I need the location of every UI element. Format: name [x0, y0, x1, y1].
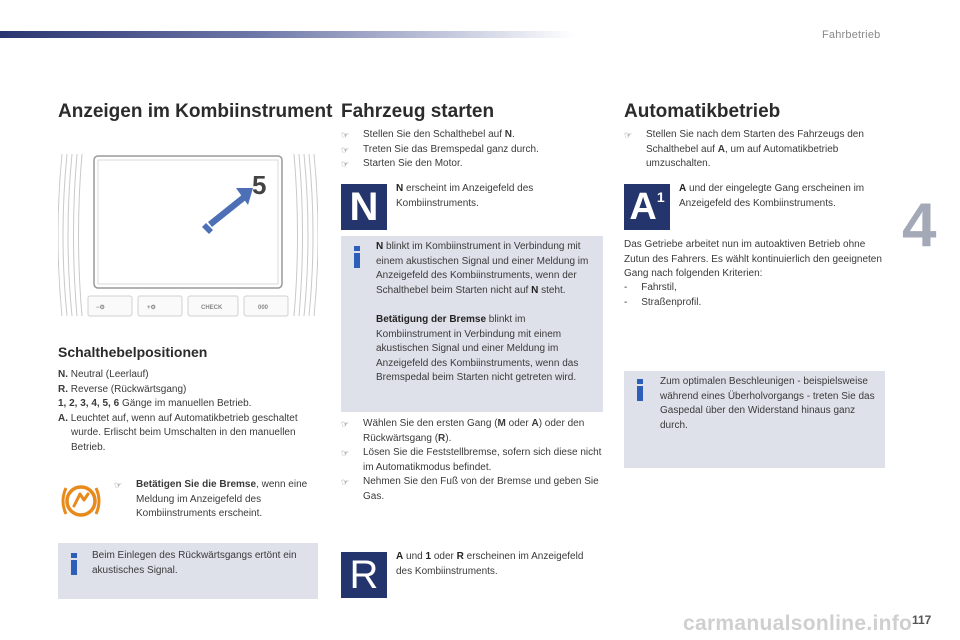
- start-step-1: ☞ Stellen Sie den Schalthebel auf N.: [341, 128, 603, 143]
- r-note: A und 1 oder R erscheinen im Anzeigefeld des Kombiinstruments.: [396, 551, 584, 577]
- gear-indicator: 5: [252, 170, 267, 200]
- a-note: A und der eingelegte Gang erscheinen im Anzeigefeld des Kombiinstruments.: [679, 183, 865, 209]
- watermark: carmanualsonline.info: [683, 612, 913, 635]
- brake-warning-icon: [60, 482, 102, 520]
- col2-info-para-1: N blinkt im Kombiinstrument in Verbindung mit einem akustischen Signal und einer Meldung im Anzeigefeld des Kombiinstruments, wenn der Schalthebel beim Starten nicht auf N steht.: [376, 241, 589, 296]
- start-steps: [341, 128, 603, 172]
- col3-info-text: Zum optimalen Beschleunigen - beispielsweise während eines Überholvorgangs - treten Sie das Gaspedal über den Widerstand hinaus ganz durch.: [660, 376, 875, 431]
- col2-info-box: [341, 236, 603, 412]
- dash-button-2-label: +⚙: [147, 305, 156, 311]
- start-step-2: ☞ Treten Sie das Bremspedal ganz durch.: [341, 143, 603, 158]
- gear-positions-subtitle: Schalthebelpositionen: [58, 344, 208, 360]
- dash-button-2: [138, 296, 182, 316]
- col1-title: Anzeigen im Kombiinstrument: [58, 101, 333, 122]
- header-gradient-bar: [0, 31, 575, 38]
- gear-r-badge: R: [341, 552, 387, 598]
- gear-a1-badge: A $^1$: [624, 184, 670, 230]
- gear-positions-list: [58, 368, 320, 455]
- criteria-item-2: - Straßenprofil.: [624, 296, 702, 308]
- info-icon: [353, 246, 361, 268]
- info-icon: [636, 379, 644, 401]
- gear-item-a: A. Leuchtet auf, wenn auf Automatikbetrieb geschaltet wurde. Erlischt beim Umschalten in den manuellen Betrieb.: [58, 412, 298, 453]
- col3-info-box: [624, 371, 885, 468]
- chapter-number: 4: [902, 191, 937, 260]
- gear-item-manual: 1, 2, 3, 4, 5, 6 Gänge im manuellen Betrieb.: [58, 398, 252, 409]
- drive-step-1: ☞ Wählen Sie den ersten Gang (M oder A) oder den Rückwärtsgang (R).: [341, 417, 603, 446]
- auto-step-1: ☞ Stellen Sie nach dem Starten des Fahrzeugs den Schalthebel auf A, um auf Automatikbetrieb umzuschalten.: [624, 128, 886, 172]
- brake-note: ☞ Betätigen Sie die Bremse, wenn eine Meldung im Anzeigefeld des Kombiinstruments erscheint.: [114, 478, 314, 522]
- gear-item-n: N. Neutral (Leerlauf): [58, 369, 149, 380]
- section-label: Fahrbetrieb: [822, 29, 881, 41]
- col1-info-text: Beim Einlegen des Rückwärtsgangs ertönt ein akustisches Signal.: [92, 550, 297, 576]
- dash-button-3-label: CHECK: [201, 305, 223, 311]
- col1-info-box: [58, 543, 318, 599]
- auto-paragraph: Das Getriebe arbeitet nun im autoaktiven Betrieb ohne Zutun des Fahrers. Es wählt kontinuierlich den geeigneten Gang nach folgenden Kriterien:: [624, 239, 882, 279]
- dash-button-4-label: 000: [258, 305, 269, 311]
- gear-item-r: R. Reverse (Rückwärtsgang): [58, 383, 187, 395]
- dash-button-1-label: −⚙: [96, 305, 105, 311]
- drive-steps: [341, 417, 603, 504]
- start-step-3: ☞ Starten Sie den Motor.: [341, 157, 603, 172]
- page-number: 117: [912, 613, 932, 627]
- gear-n-badge: N: [341, 184, 387, 230]
- drive-step-2: ☞ Lösen Sie die Feststellbremse, sofern sich diese nicht im Automatikmodus befindet.: [341, 446, 603, 475]
- col2-info-para-2: Betätigung der Bremse blinkt im Kombiinstrument in Verbindung mit einem akustischen Signal und einer Meldung im Anzeigefeld des Kombiinstruments, wenn das Bremspedal beim Starten nicht getreten wird.: [376, 314, 579, 383]
- drive-step-3: ☞ Nehmen Sie den Fuß von der Bremse und geben Sie Gas.: [341, 475, 603, 504]
- n-note: N erscheint im Anzeigefeld des Kombiinstruments.: [396, 183, 534, 209]
- instrument-cluster-illustration: [58, 150, 318, 320]
- col2-title: Fahrzeug starten: [341, 101, 495, 122]
- col3-title: Automatikbetrieb: [624, 101, 781, 122]
- criteria-item-1: - Fahrstil,: [624, 282, 677, 293]
- info-icon: [70, 553, 78, 575]
- dash-button-1: [88, 296, 132, 316]
- auto-steps: [624, 128, 886, 172]
- auto-criteria-list: [624, 281, 884, 310]
